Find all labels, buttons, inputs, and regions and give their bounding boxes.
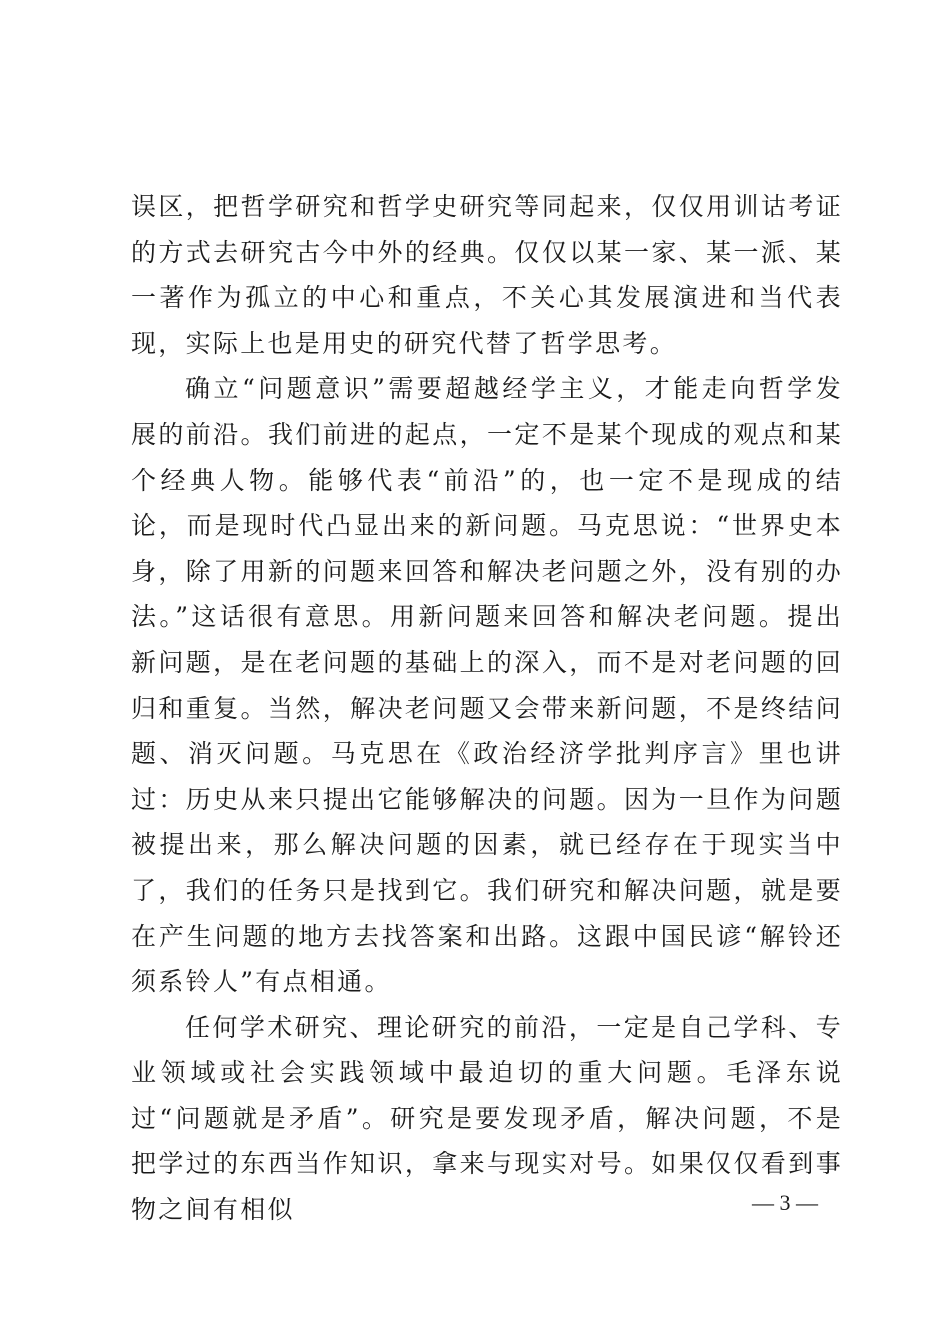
paragraph-3: 任何学术研究、理论研究的前沿，一定是自己学科、专业领域或社会实践领域中最迫切的重大问题。毛泽东说过“问题就是矛盾”。研究是要发现矛盾，解决问题，不是把学过的东西当作知识，拿来与现实对号。如果仅仅看到事物之间有相似 xyxy=(131,1012,843,1225)
body-text xyxy=(131,184,843,1233)
page-number: — 3 — xyxy=(752,1190,818,1215)
paragraph-2: 确立“问题意识”需要超越经学主义，才能走向哲学发展的前沿。我们前进的起点，一定不是某个现成的观点和某个经典人物。能够代表“前沿”的，也一定不是现成的结论，而是现时代凸显出来的新问题。马克思说：“世界史本身，除了用新的问题来回答和解决老问题之外，没有别的办法。”这话很有意思。用新问题来回答和解决老问题。提出新问题，是在老问题的基础上的深入，而不是对老问题的回归和重复。当然，解决老问题又会带来新问题，不是终结问题、消灭问题。马克思在《政治经济学批判序言》里也讲过：历史从来只提出它能够解决的问题。因为一旦作为问题被提出来，那么解决问题的因素，就已经存在于现实当中了，我们的任务只是找到它。我们研究和解决问题，就是要在产生问题的地方去找答案和出路。这跟中国民谚“解铃还须系铃人”有点相通。 xyxy=(131,374,843,997)
paragraph-1: 误区，把哲学研究和哲学史研究等同起来，仅仅用训诂考证的方式去研究古今中外的经典。仅仅以某一家、某一派、某一著作为孤立的中心和重点，不关心其发展演进和当代表现，实际上也是用史的研究代替了哲学思考。 xyxy=(131,192,843,358)
